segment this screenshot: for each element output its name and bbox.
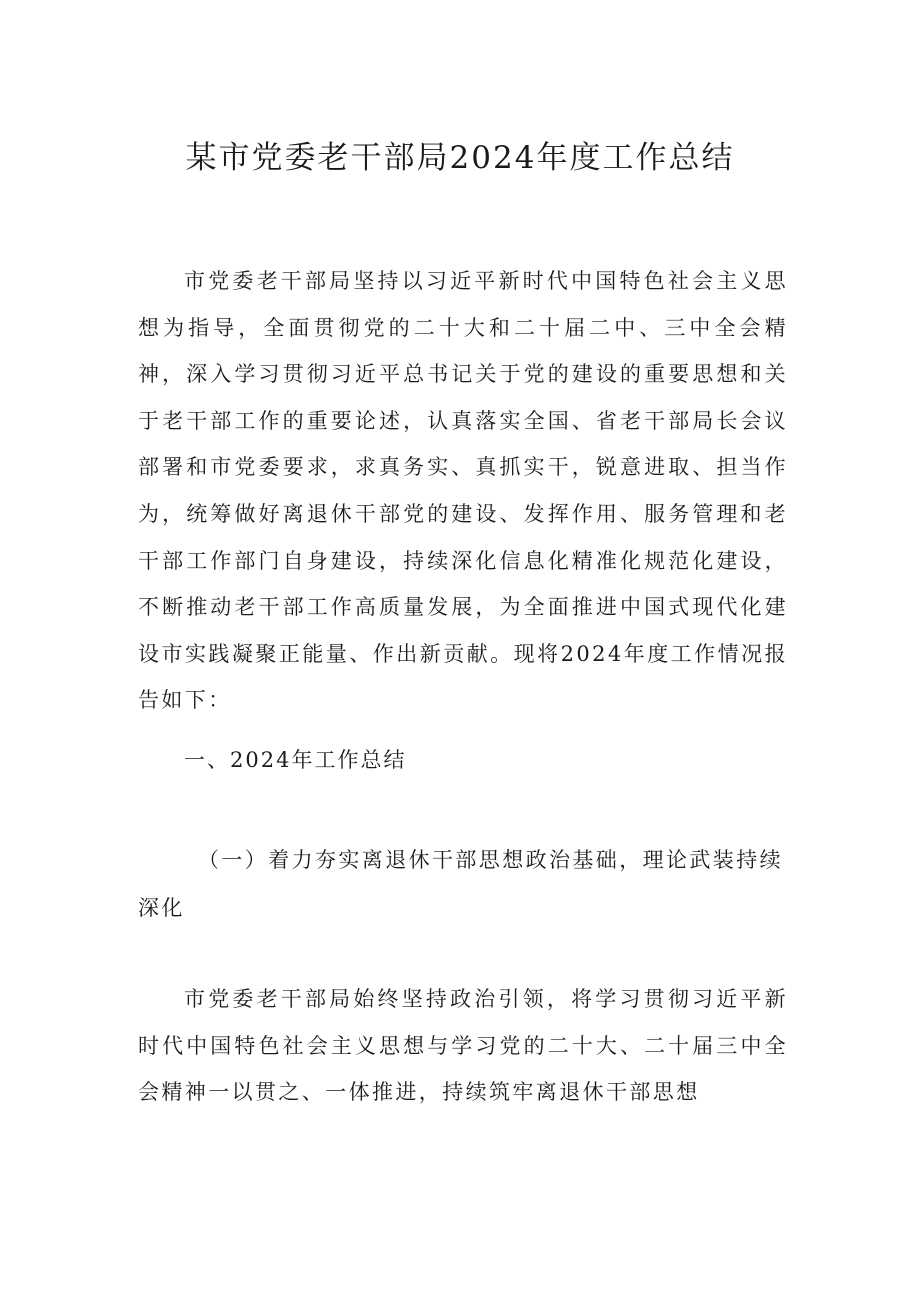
section-heading: 一、2024年工作总结: [184, 748, 407, 772]
subsection-heading: （一）着力夯实离退休干部思想政治基础，理论武装持续深化: [138, 848, 783, 920]
intro-paragraph: 市党委老干部局坚持以习近平新时代中国特色社会主义思想为指导，全面贯彻党的二十大和二十届二中、三中全会精神，深入学习贯彻习近平总书记关于党的建设的重要思想和关于老干部工作的重要论述，认真落实全国、省老干部局长会议部署和市党委要求，求真务实、真抓实干，锐意进取、担当作为，统筹做好离退休干部党的建设、发挥作用、服务管理和老干部工作部门自身建设，持续深化信息化精准化规范化建设，不断推动老干部工作高质量发展，为全面推进中国式现代化建设市实践凝聚正能量、作出新贡献。现将2024年度工作情况报告如下：: [138, 269, 788, 713]
document-title: 某市党委老干部局2024年度工作总结: [185, 140, 735, 176]
subsection-paragraph: 市党委老干部局始终坚持政治引领，将学习贯彻习近平新时代中国特色社会主义思想与学习党的二十大、二十届三中全会精神一以贯之、一体推进，持续筑牢离退休干部思想: [138, 987, 788, 1105]
